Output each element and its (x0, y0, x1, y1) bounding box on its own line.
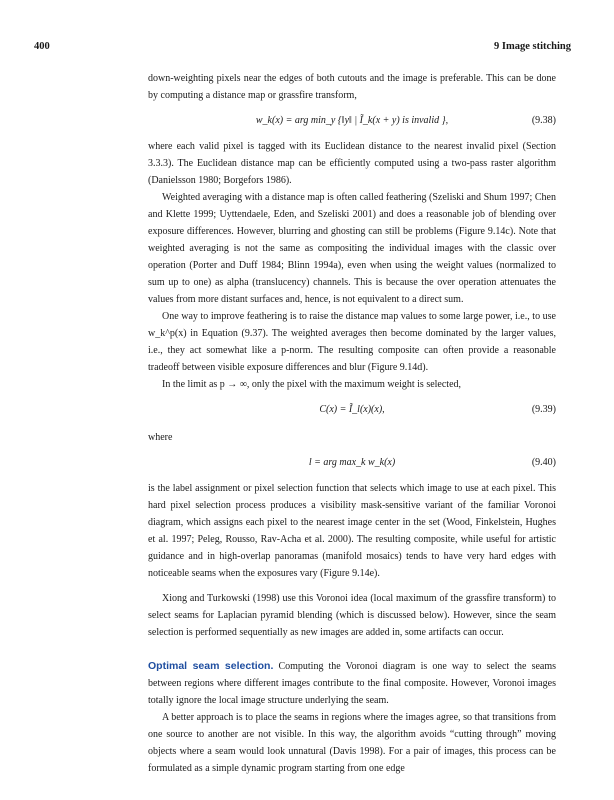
equation-9-40-number: (9.40) (531, 457, 556, 468)
equation-9-39 (148, 393, 556, 427)
equation-9-39-math: C(x) = Ĩ_l(x)(x), (319, 404, 385, 415)
paragraph-8: A better approach is to place the seams in regions where the images agree, so that transitions from one source to another are not visible. In this way, the algorithm avoids “cutting through” moving objects where a seam would look unnatural (Davis 1998). For a pair of images, this process can be formulated as a simple dynamic program starting from one edge (148, 712, 556, 774)
paragraph-3: Weighted averaging with a distance map is often called feathering (Szeliski and Shum 1997; Chen and Klette 1999; Uyttendaele, Eden, and Szeliski 2001) and does a reasonable job of blending over exposure differences. However, blurring and ghosting can still be problems (Figure 9.14c). Note that weighted averaging is not the same as compositing the individual images with the classic over operation (Porter and Duff 1984; Blinn 1994a), even when using the weight values (normalized to sum up to one) as alpha (translucency) channels. This is because the over operation attenuates the values from more distant surfaces and, hence, is not equivalent to a direct sum. (148, 192, 556, 305)
paragraph-1: down-weighting pixels near the edges of both cutouts and the image is preferable. This can be done by computing a distance map or grassfire transform, (148, 73, 556, 101)
equation-9-40 (148, 446, 556, 480)
equation-9-38-number: (9.38) (531, 115, 556, 126)
where-label: where (148, 432, 173, 443)
equation-9-39-number: (9.39) (531, 404, 556, 415)
section-text: Computing the Voronoi diagram is one way to select the seams between regions where different images contribute to the final composite. However, Voronoi images totally ignore the local image structure underlying the seam. (148, 661, 557, 706)
section-heading: Optimal seam selection. (148, 660, 274, 672)
section-paragraph (148, 658, 556, 709)
page-body (148, 70, 556, 777)
paragraph-2: where each valid pixel is tagged with its Euclidean distance to the nearest invalid pixel (Section 3.3.3). The Euclidean distance map can be efficiently computed using a two-pass raster algorithm (Danielsson 1980; Borgefors 1986). (148, 141, 556, 186)
equation-9-38 (148, 104, 556, 138)
paragraph-4: One way to improve feathering is to raise the distance map values to some large power, i.e., to use w_k^p(x) in Equation (9.37). The weighted averages then become dominated by the larger values, i.e., they act somewhat like a p-norm. The resulting composite can often provide a reasonable tradeoff between visible exposure differences and blur (Figure 9.14d). (148, 311, 556, 373)
page-number: 400 (34, 41, 50, 52)
paragraph-6: is the label assignment or pixel selection function that selects which image to use at each pixel. This hard pixel selection process produces a visibility mask-sensitive variant of the familiar Voronoi diagram, which assigns each pixel to the nearest image center in the set (Wood, Finkelstein, Hughes et al. 1997; Peleg, Rousso, Rav-Acha et al. 2000). The resulting composite, while useful for artistic guidance and in high-overlap panoramas (manifold mosaics) tends to have very hard edges with noticeable seams when the exposures vary (Figure 9.14e). (148, 483, 556, 579)
equation-9-40-math: l = arg max_k w_k(x) (308, 457, 396, 468)
equation-9-38-math: w_k(x) = arg min_y {‖y‖ | Ĩ_k(x + y) is invalid }, (255, 115, 449, 126)
paragraph-5: In the limit as p → ∞, only the pixel with the maximum weight is selected, (162, 379, 462, 390)
running-title: 9 Image stitching (494, 41, 571, 52)
paragraph-7: Xiong and Turkowski (1998) use this Voronoi idea (local maximum of the grassfire transform) to select seams for Laplacian pyramid blending (which is discussed below). However, since the seam selection is performed sequentially as new images are added in, some artifacts can occur. (148, 593, 556, 638)
